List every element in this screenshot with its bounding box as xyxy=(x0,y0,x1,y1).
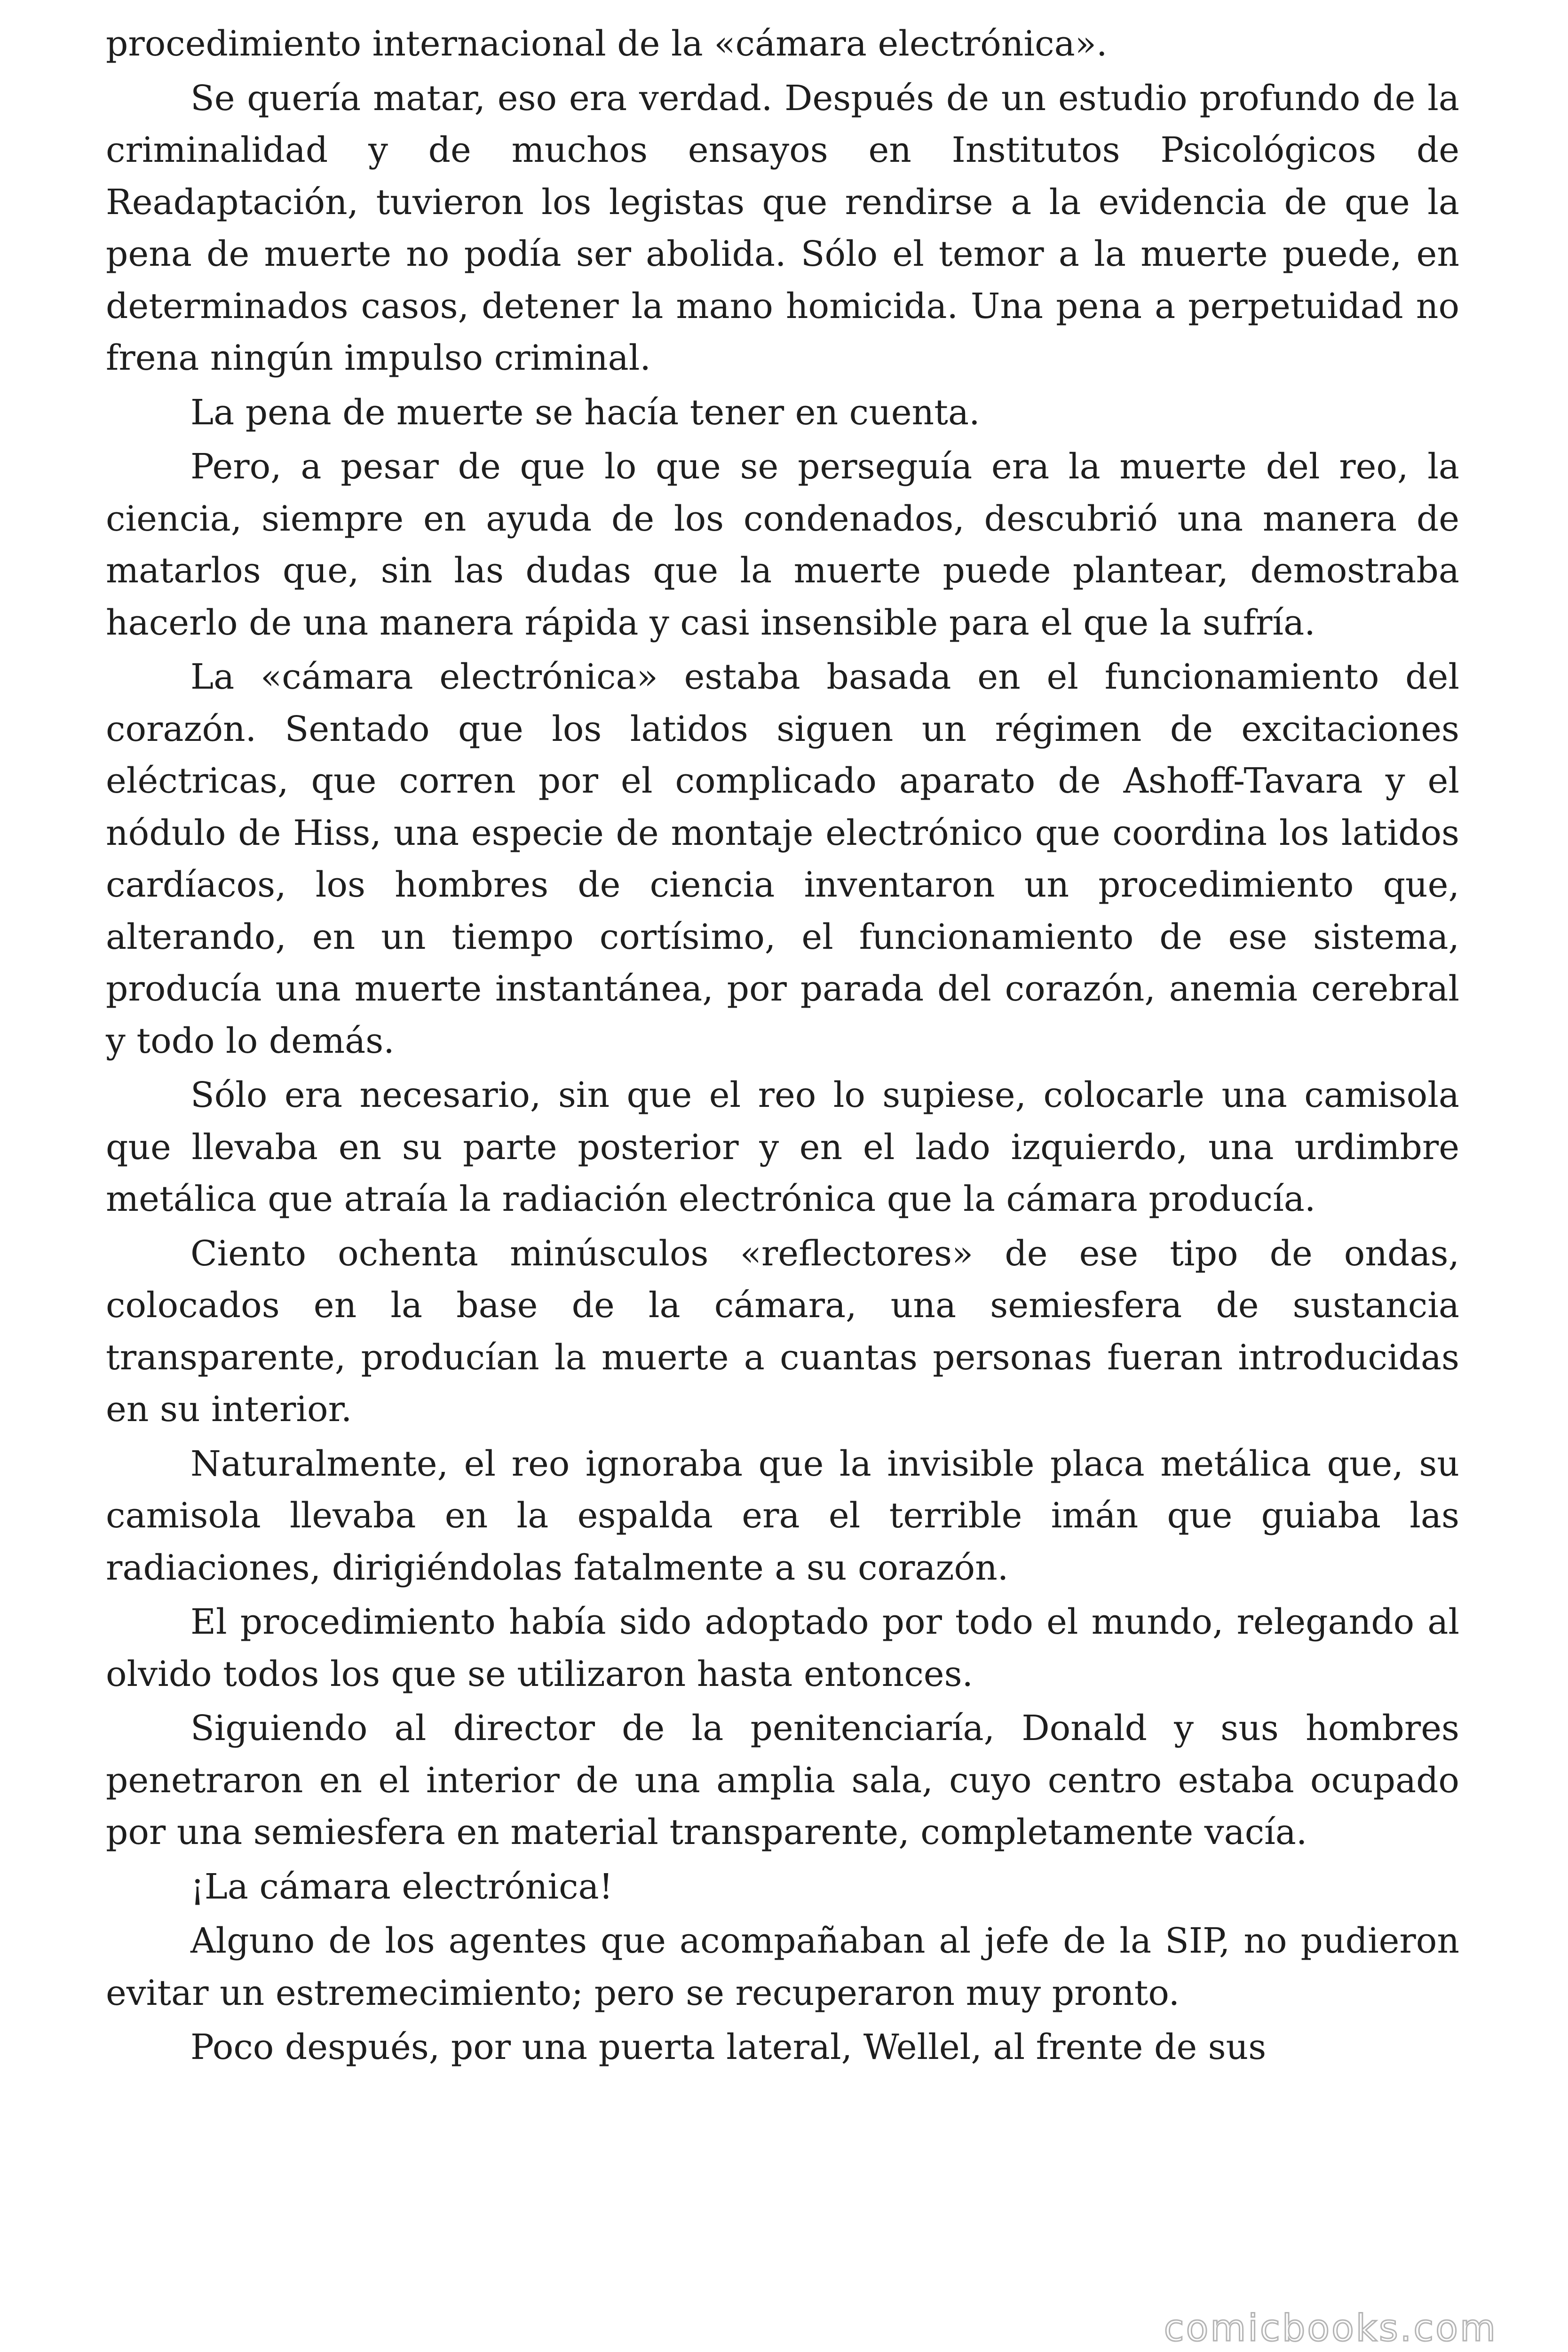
paragraph: Ciento ochenta minúsculos «reflectores» de ese tipo de ondas, colocados en la base de la cámara, una semiesfera de sustancia transparente, producían la muerte a cuantas personas fueran introducidas en su interior. xyxy=(106,1233,1459,1430)
paragraph: La pena de muerte se hacía tener en cuenta. xyxy=(190,392,980,433)
paragraph: El procedimiento había sido adoptado por todo el mundo, relegando al olvido todos los que se utilizaron hasta entonces. xyxy=(106,1602,1459,1694)
paragraph-last: Poco después, por una puerta lateral, Wellel, al frente de sus xyxy=(190,2027,1267,2067)
paragraph: Alguno de los agentes que acompañaban al jefe de la SIP, no pudieron evitar un estremecimiento; pero se recuperaron muy pronto. xyxy=(106,1921,1459,2013)
paragraph: Naturalmente, el reo ignoraba que la invisible placa metálica que, su camisola llevaba en la espalda era el terrible imán que guiaba las radiaciones, dirigiéndolas fatalmente a su corazón. xyxy=(106,1443,1459,1588)
book-page xyxy=(106,18,1459,2074)
paragraph-continuation: procedimiento internacional de la «cámara electrónica». xyxy=(106,24,1108,64)
paragraph: Sólo era necesario, sin que el reo lo supiese, colocarle una camisola que llevaba en su parte posterior y en el lado izquierdo, una urdimbre metálica que atraía la radiación electrónica que la cámara producía. xyxy=(106,1075,1459,1219)
paragraph: La «cámara electrónica» estaba basada en el funcionamiento del corazón. Sentado que los latidos siguen un régimen de excitaciones eléctricas, que corren por el complicado aparato de Ashoff-Tavara y el nódulo de Hiss, una especie de montaje electrónico que coordina los latidos cardíacos, los hombres de ciencia inventaron un procedimiento que, alterando, en un tiempo cortísimo, el funcionamiento de ese sistema, producía una muerte instantánea, por parada del corazón, anemia cerebral y todo lo demás. xyxy=(106,657,1459,1061)
paragraph: ¡La cámara electrónica! xyxy=(190,1866,613,1907)
watermark-logo: comicbooks.com xyxy=(1164,2307,1497,2350)
paragraph: Se quería matar, eso era verdad. Después de un estudio profundo de la criminalidad y de muchos ensayos en Institutos Psicológicos de Readaptación, tuvieron los legistas que rendirse a la evidencia de que la pena de muerte no podía ser abolida. Sólo el temor a la muerte puede, en determinados casos, detener la mano homicida. Una pena a perpetuidad no frena ningún impulso criminal. xyxy=(106,78,1459,378)
paragraph: Siguiendo al director de la penitenciaría, Donald y sus hombres penetraron en el interior de una amplia sala, cuyo centro estaba ocupado por una semiesfera en material transparente, completamente vacía. xyxy=(106,1708,1459,1852)
paragraph: Pero, a pesar de que lo que se perseguía era la muerte del reo, la ciencia, siempre en ayuda de los condenados, descubrió una manera de matarlos que, sin las dudas que la muerte puede plantear, demostraba hacerlo de una manera rápida y casi insensible para el que la sufría. xyxy=(106,446,1459,643)
